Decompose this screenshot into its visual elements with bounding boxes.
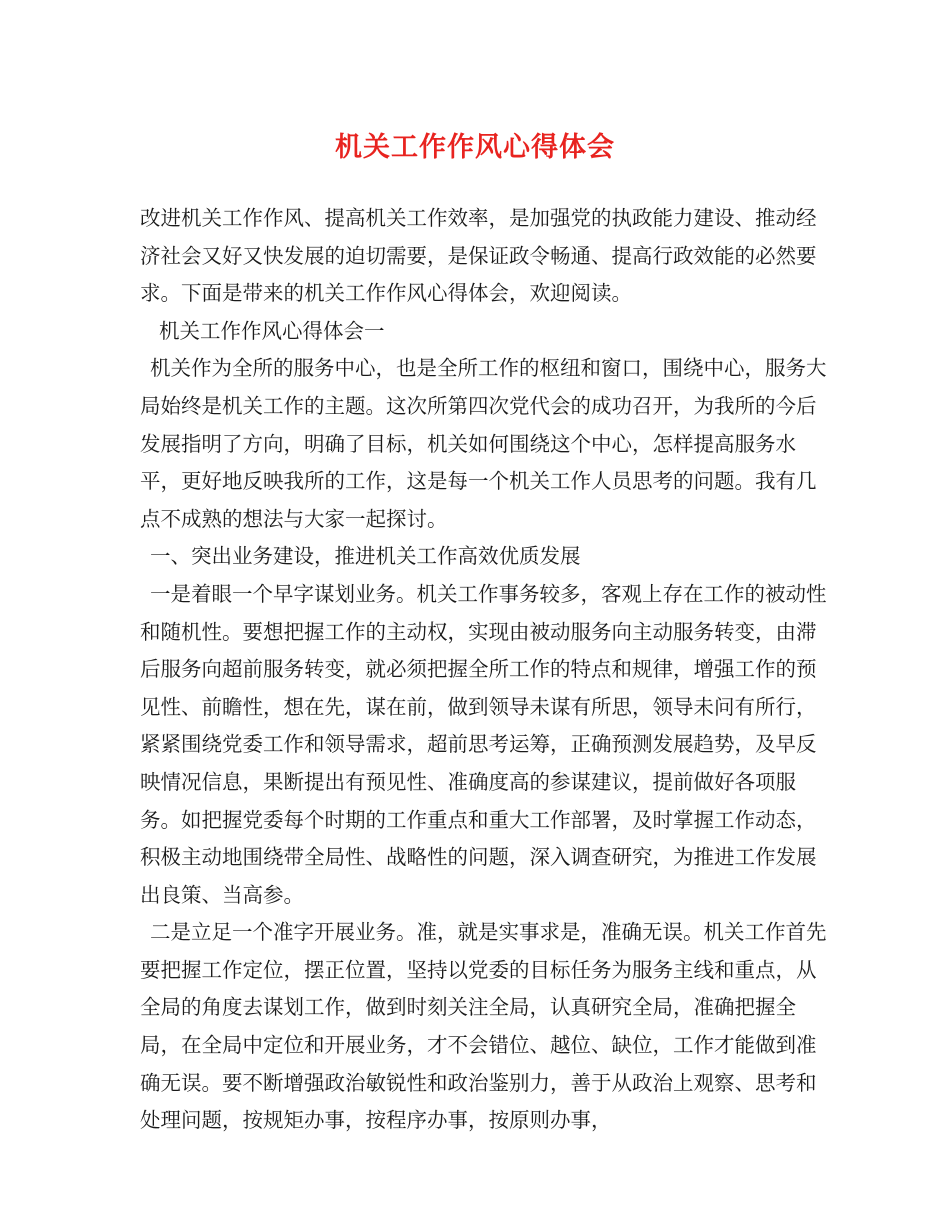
body-paragraph: 一是着眼一个早字谋划业务。机关工作事务较多，客观上存在工作的被动性和随机性。要想把握工作的主动权，实现由被动服务向主动服务转变，由滞后服务向超前服务转变，就必须把握全所工作的特点和规律，增强工作的预见性、前瞻性，想在先，谋在前，做到领导未谋有所思，领导未问有所行，紧紧围绕党委工作和领导需求，超前思考运筹，正确预测发展趋势，及早反映情况信息，果断提出有预见性、准确度高的参谋建议，提前做好各项服务。如把握党委每个时期的工作重点和重大工作部署，及时掌握工作动态，积极主动地围绕带全局性、战略性的问题，深入调查研究，为推进工作发展出良策、当高参。 <box>140 581 827 907</box>
document-body <box>140 200 830 1140</box>
section-heading: 机关工作作风心得体会一 <box>159 318 385 343</box>
subsection-heading: 一、突出业务建设，推进机关工作高效优质发展 <box>150 544 581 569</box>
intro-paragraph: 改进机关工作作风、提高机关工作效率，是加强党的执政能力建设、推动经济社会又好又快发展的迫切需要，是保证政令畅通、提高行政效能的必然要求。下面是带来的机关工作作风心得体会，欢迎阅读。 <box>140 206 817 306</box>
document-title: 机关工作作风心得体会 <box>335 132 615 163</box>
body-paragraph: 二是立足一个准字开展业务。准，就是实事求是，准确无误。机关工作首先要把握工作定位，摆正位置，坚持以党委的目标任务为服务主线和重点，从全局的角度去谋划工作，做到时刻关注全局，认真研究全局，准确把握全局，在全局中定位和开展业务，才不会错位、越位、缺位，工作才能做到准确无误。要不断增强政治敏锐性和政治鉴别力，善于从政治上观察、思考和处理问题，按规矩办事，按程序办事，按原则办事， <box>140 920 827 1133</box>
body-paragraph: 机关作为全所的服务中心，也是全所工作的枢纽和窗口，围绕中心，服务大局始终是机关工作的主题。这次所第四次党代会的成功召开，为我所的今后发展指明了方向，明确了目标，机关如何围绕这个中心，怎样提高服务水平，更好地反映我所的工作，这是每一个机关工作人员思考的问题。我有几点不成熟的想法与大家一起探讨。 <box>140 356 827 531</box>
